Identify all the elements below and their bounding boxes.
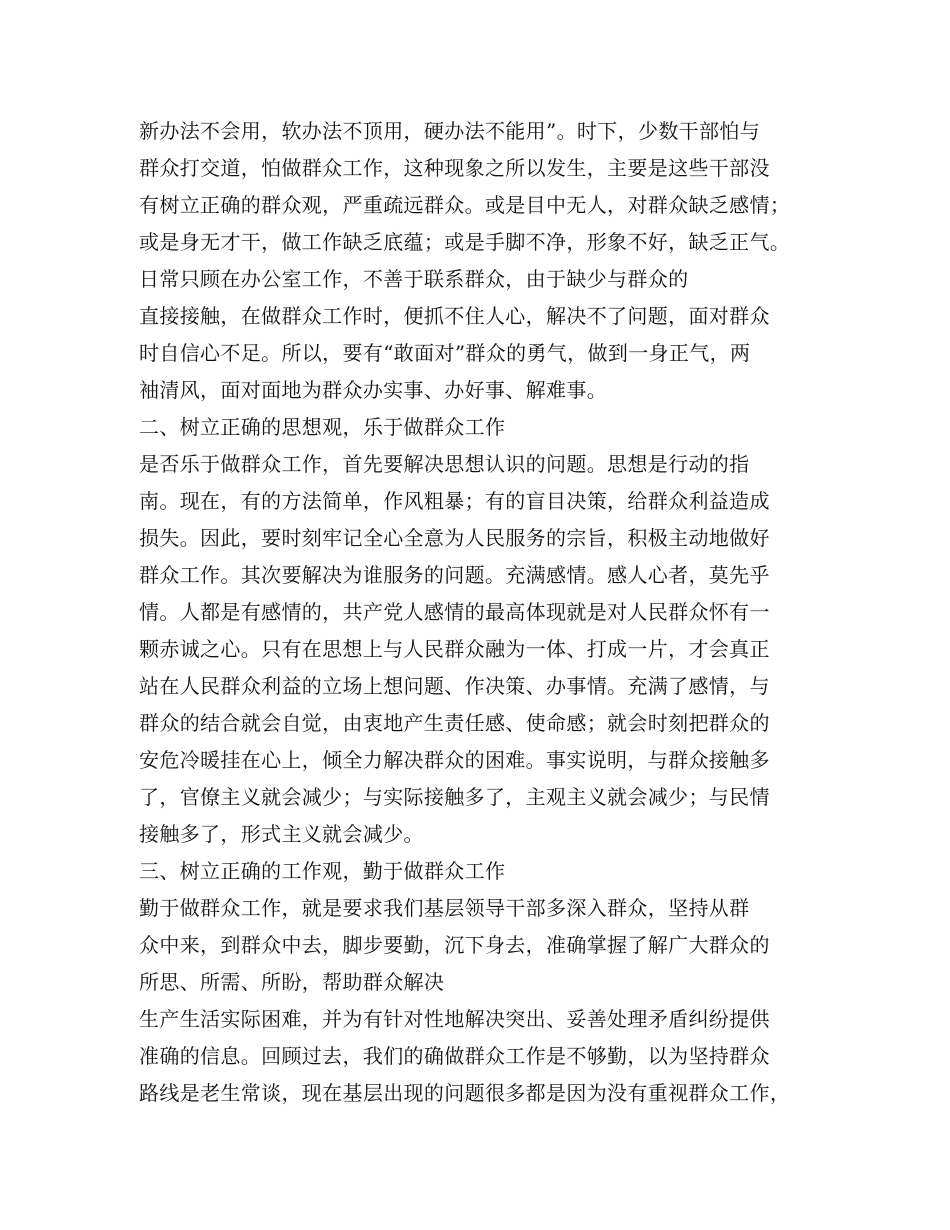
paragraph-line: 直接接触，在做群众工作时，便抓不住人心，解决不了问题，面对群众 bbox=[139, 304, 770, 328]
paragraph-line: 群众的结合就会自觉，由衷地产生责任感、使命感；就会时刻把群众的 bbox=[139, 711, 770, 735]
paragraph-line: 路线是老生常谈，现在基层出现的问题很多都是因为没有重视群众工作， bbox=[139, 1081, 791, 1105]
paragraph-line: 颗赤诚之心。只有在思想上与人民群众融为一体、打成一片，才会真正 bbox=[139, 637, 770, 661]
paragraph-line: 或是身无才干，做工作缺乏底蕴；或是手脚不净，形象不好，缺乏正气。 bbox=[139, 230, 791, 254]
paragraph-line: 有树立正确的群众观，严重疏远群众。或是目中无人，对群众缺乏感情； bbox=[139, 193, 791, 217]
paragraph-line: 情。人都是有感情的，共产党人感情的最高体现就是对人民群众怀有一 bbox=[139, 600, 770, 624]
paragraph-line: 所思、所需、所盼，帮助群众解决 bbox=[139, 970, 445, 994]
paragraph-line: 袖清风，面对面地为群众办实事、办好事、解难事。 bbox=[139, 378, 608, 402]
paragraph-line: 群众打交道，怕做群众工作，这种现象之所以发生，主要是这些干部没 bbox=[139, 156, 770, 180]
paragraph-line: 群众工作。其次要解决为谁服务的问题。充满感情。感人心者，莫先乎 bbox=[139, 563, 770, 587]
paragraph-line: 时自信心不足。所以，要有“敢面对”群众的勇气，做到一身正气，两 bbox=[139, 341, 751, 365]
paragraph-line: 众中来，到群众中去，脚步要勤，沉下身去，准确掌握了解广大群众的 bbox=[139, 933, 770, 957]
paragraph-line: 准确的信息。回顾过去，我们的确做群众工作是不够勤，以为坚持群众 bbox=[139, 1044, 770, 1068]
section-heading: 二、树立正确的思想观，乐于做群众工作 bbox=[139, 415, 506, 439]
paragraph-line: 新办法不会用，软办法不顶用，硬办法不能用”。时下，少数干部怕与 bbox=[139, 119, 761, 143]
paragraph-line: 损失。因此，要时刻牢记全心全意为人民服务的宗旨，积极主动地做好 bbox=[139, 526, 770, 550]
document-body bbox=[139, 113, 839, 1112]
paragraph-line: 安危冷暖挂在心上，倾全力解决群众的困难。事实说明，与群众接触多 bbox=[139, 748, 770, 772]
paragraph-line: 生产生活实际困难，并为有针对性地解决突出、妥善处理矛盾纠纷提供 bbox=[139, 1007, 770, 1031]
paragraph-line: 是否乐于做群众工作，首先要解决思想认识的问题。思想是行动的指 bbox=[139, 452, 750, 476]
paragraph-line: 站在人民群众利益的立场上想问题、作决策、办事情。充满了感情，与 bbox=[139, 674, 770, 698]
paragraph-line: 了，官僚主义就会减少；与实际接触多了，主观主义就会减少；与民情 bbox=[139, 785, 770, 809]
section-heading: 三、树立正确的工作观，勤于做群众工作 bbox=[139, 859, 506, 883]
paragraph-line: 日常只顾在办公室工作，不善于联系群众，由于缺少与群众的 bbox=[139, 267, 689, 291]
paragraph-line: 接触多了，形式主义就会减少。 bbox=[139, 822, 424, 846]
paragraph-line: 南。现在，有的方法简单，作风粗暴；有的盲目决策，给群众利益造成 bbox=[139, 489, 770, 513]
paragraph-line: 勤于做群众工作，就是要求我们基层领导干部多深入群众，坚持从群 bbox=[139, 896, 750, 920]
